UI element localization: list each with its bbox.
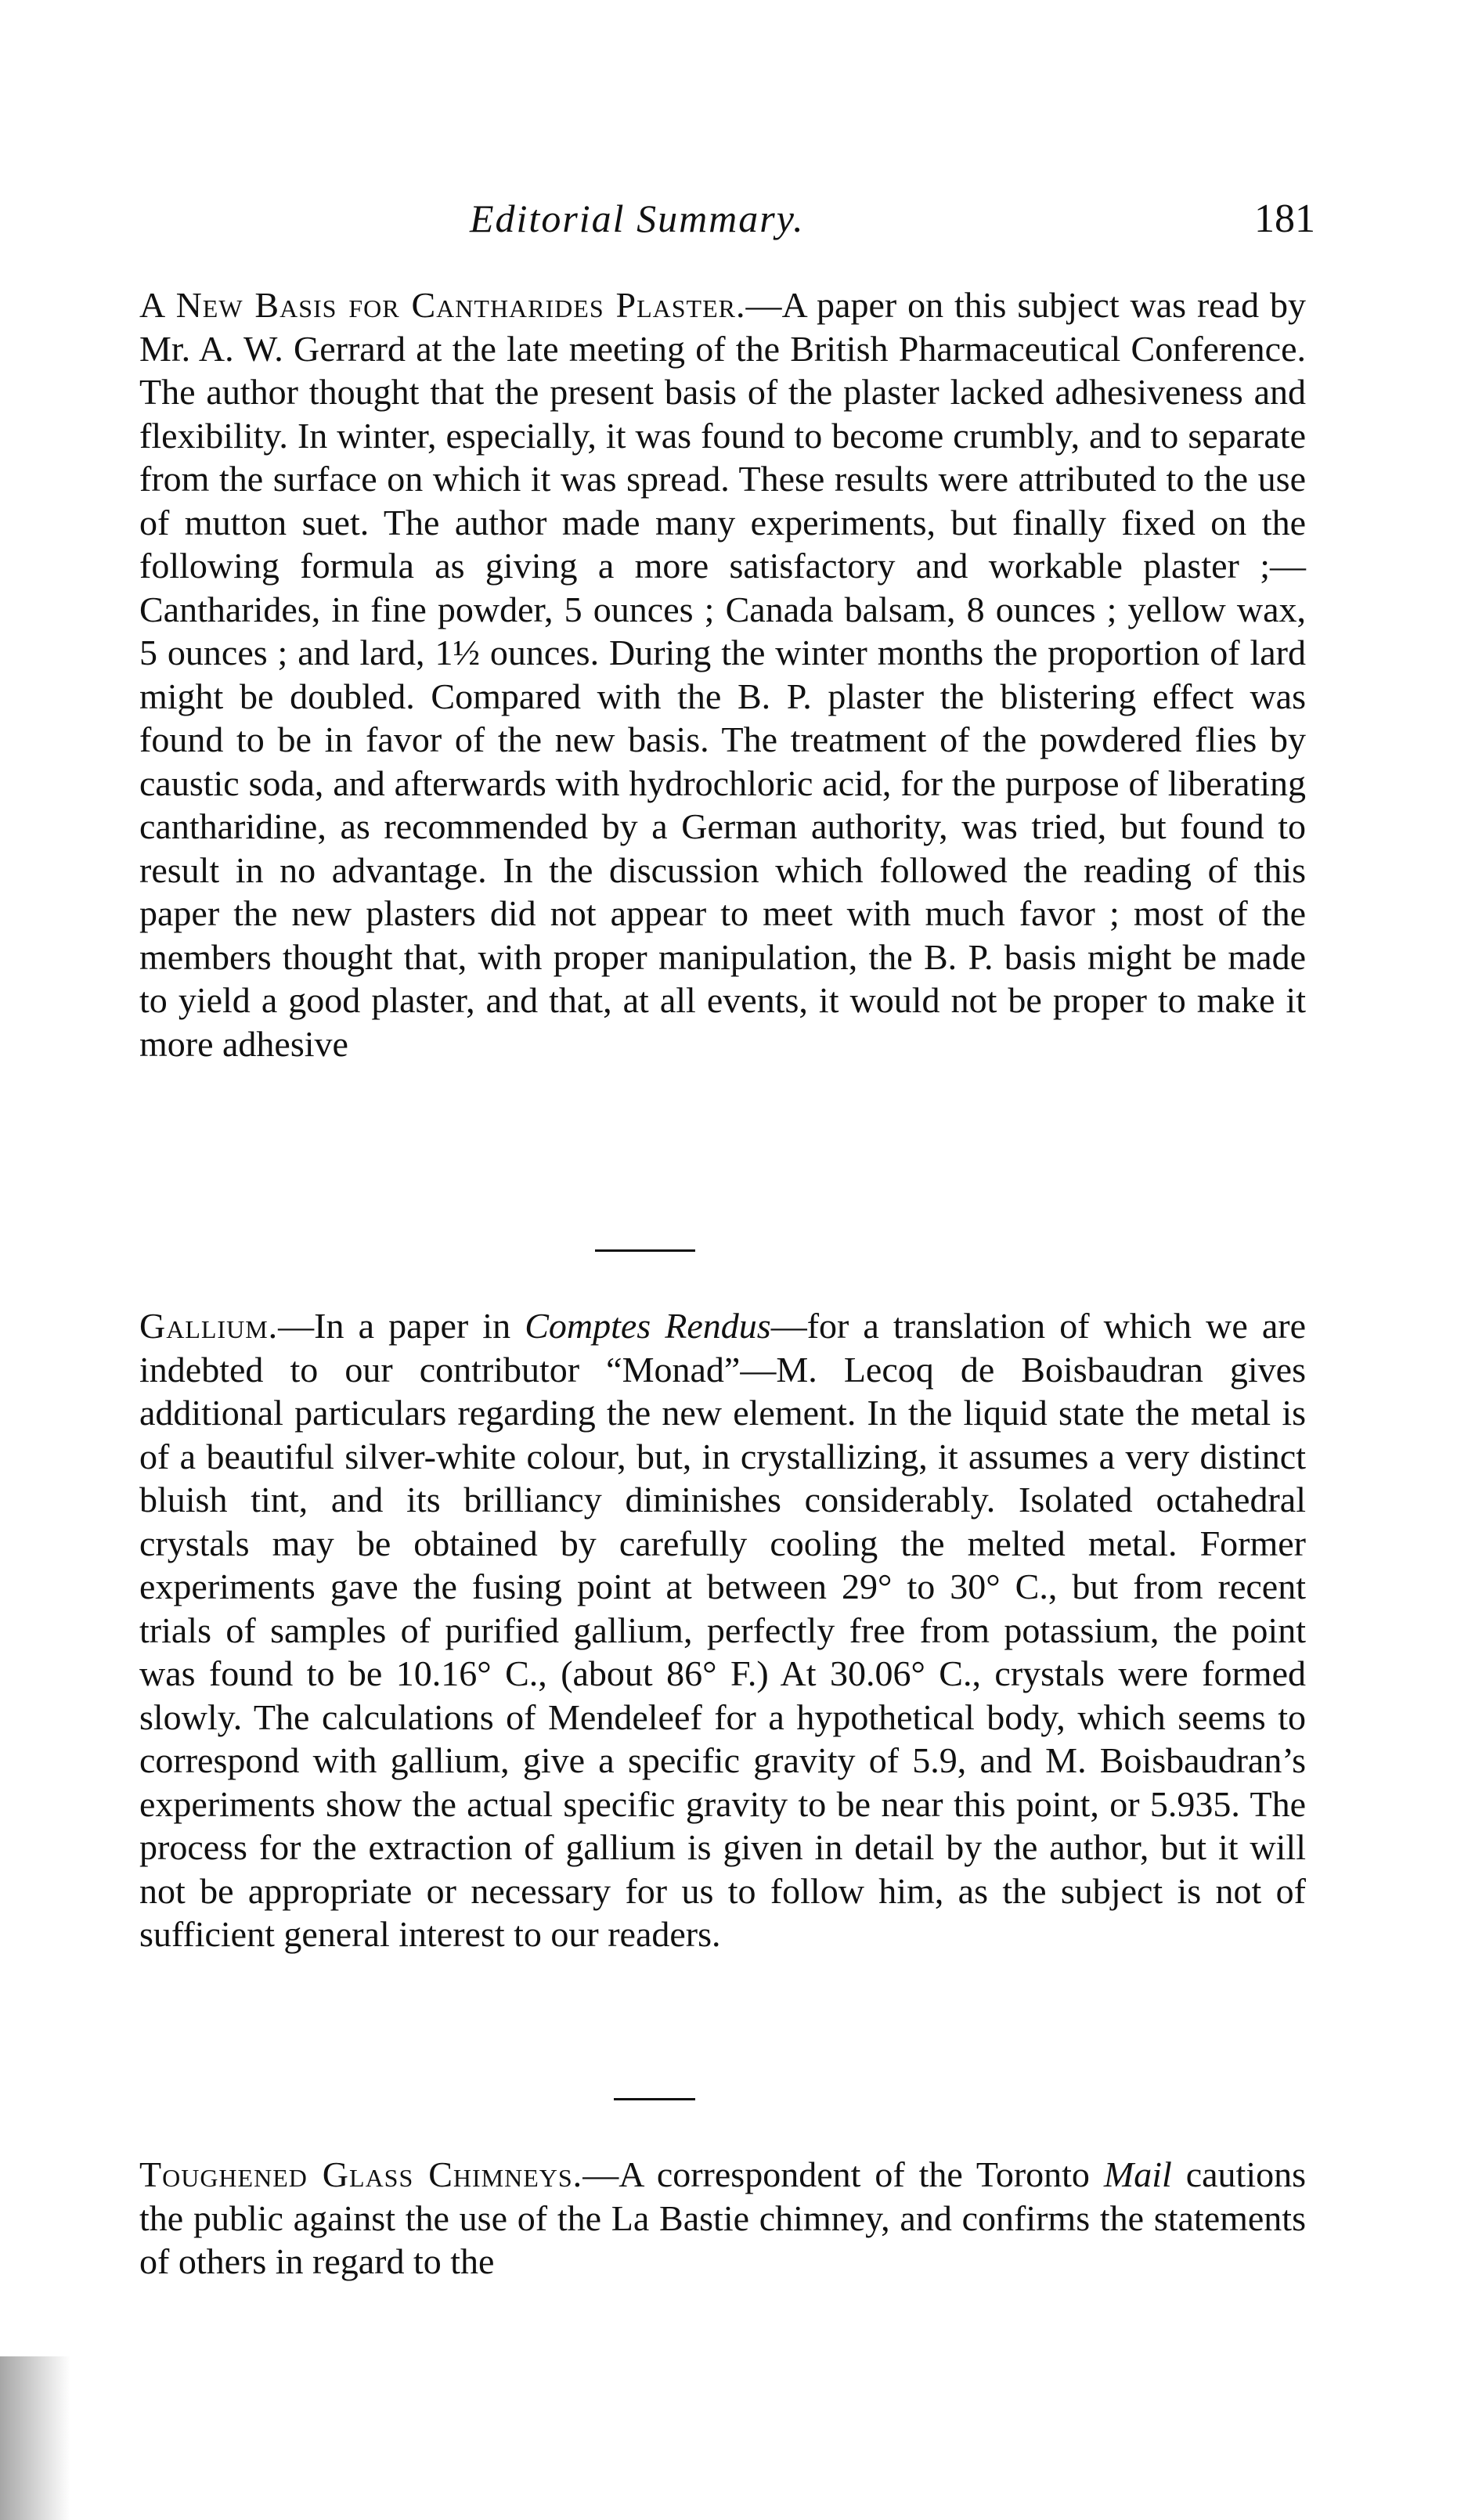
article-cantharides-plaster xyxy=(139,283,1306,1065)
article-paragraph xyxy=(139,2153,1306,2284)
article-body-rest: cautions the public against the use of the La Bastie chimney, and confirms the statements of others in regard to the xyxy=(139,2154,1307,2281)
page-number: 181 xyxy=(1254,196,1315,241)
article-body-start: —In a paper in xyxy=(278,1306,525,1346)
article-paragraph xyxy=(139,283,1306,1065)
article-gallium xyxy=(139,1304,1306,1956)
section-divider xyxy=(595,1249,695,1252)
article-heading: Gallium. xyxy=(139,1306,279,1346)
article-body-rest: —for a translation of which we are indebted to our contributor “Monad”—M. Lecoq de Boisbaudran gives additional particulars regarding the new element. In the liquid state the metal is of a beautiful silver-white colour, but, in crystallizing, it assumes a very distinct bluish tint, and its brilliancy diminishes considerably. Isolated octahedral crystals may be obtained by carefully cooling the melted metal. Former experiments gave the fusing point at between 29° to 30° C., but from recent trials of samples of purified gallium, perfectly free from potassium, the point was found to be 10.16° C., (about 86° F.) At 30.06° C., crystals were formed slowly. The calculations of Mendeleef for a hypothetical body, which seems to correspond with gallium, give a specific gravity of 5.9, and M. Boisbaudran’s experiments show the actual specific gravity to be near this point, or 5.935. The process for the extraction of gallium is given in detail by the author, but it will not be appropriate or necessary for us to follow him, as the subject is not of sufficient general interest to our readers. xyxy=(139,1306,1306,1954)
journal-title: Comptes Rendus xyxy=(525,1306,771,1346)
article-body-start: —A correspondent of the Toronto xyxy=(582,2154,1104,2194)
article-heading: A New Basis for Cantharides Plaster. xyxy=(139,285,746,325)
article-paragraph xyxy=(139,1304,1306,1956)
running-title: Editorial Summary. xyxy=(470,196,805,240)
section-divider xyxy=(614,2098,695,2100)
running-head xyxy=(423,196,1315,258)
article-heading: Toughened Glass Chimneys. xyxy=(139,2154,583,2194)
article-glass-chimneys xyxy=(139,2153,1306,2284)
article-body: —A paper on this subject was read by Mr. A. W. Gerrard at the late meeting of the British Pharmaceutical Conference. The author thought that the present basis of the plaster lacked adhesiveness and flexibility. In winter, especially, it was found to become crumbly, and to separate from the surface on which it was spread. These results were attributed to the use of mutton suet. The author made many experiments, but finally fixed on the following formula as giving a more satisfactory and workable plaster ;—Cantharides, in fine powder, 5 ounces ; Canada balsam, 8 ounces ; yellow wax, 5 ounces ; and lard, 1½ ounces. During the winter months the proportion of lard might be doubled. Compared with the B. P. plaster the blistering effect was found to be in favor of the new basis. The treatment of the powdered flies by caustic soda, and afterwards with hydrochloric acid, for the purpose of liberating cantharidine, as recommended by a German authority, was tried, but found to result in no advantage. In the discussion which followed the reading of this paper the new plasters did not appear to meet with much favor ; most of the members thought that, with proper manipulation, the B. P. basis might be made to yield a good plaster, and that, at all events, it would not be proper to make it more adhesive xyxy=(139,285,1306,1064)
newspaper-title: Mail xyxy=(1103,2154,1172,2194)
page-edge-shadow xyxy=(0,2356,70,2520)
